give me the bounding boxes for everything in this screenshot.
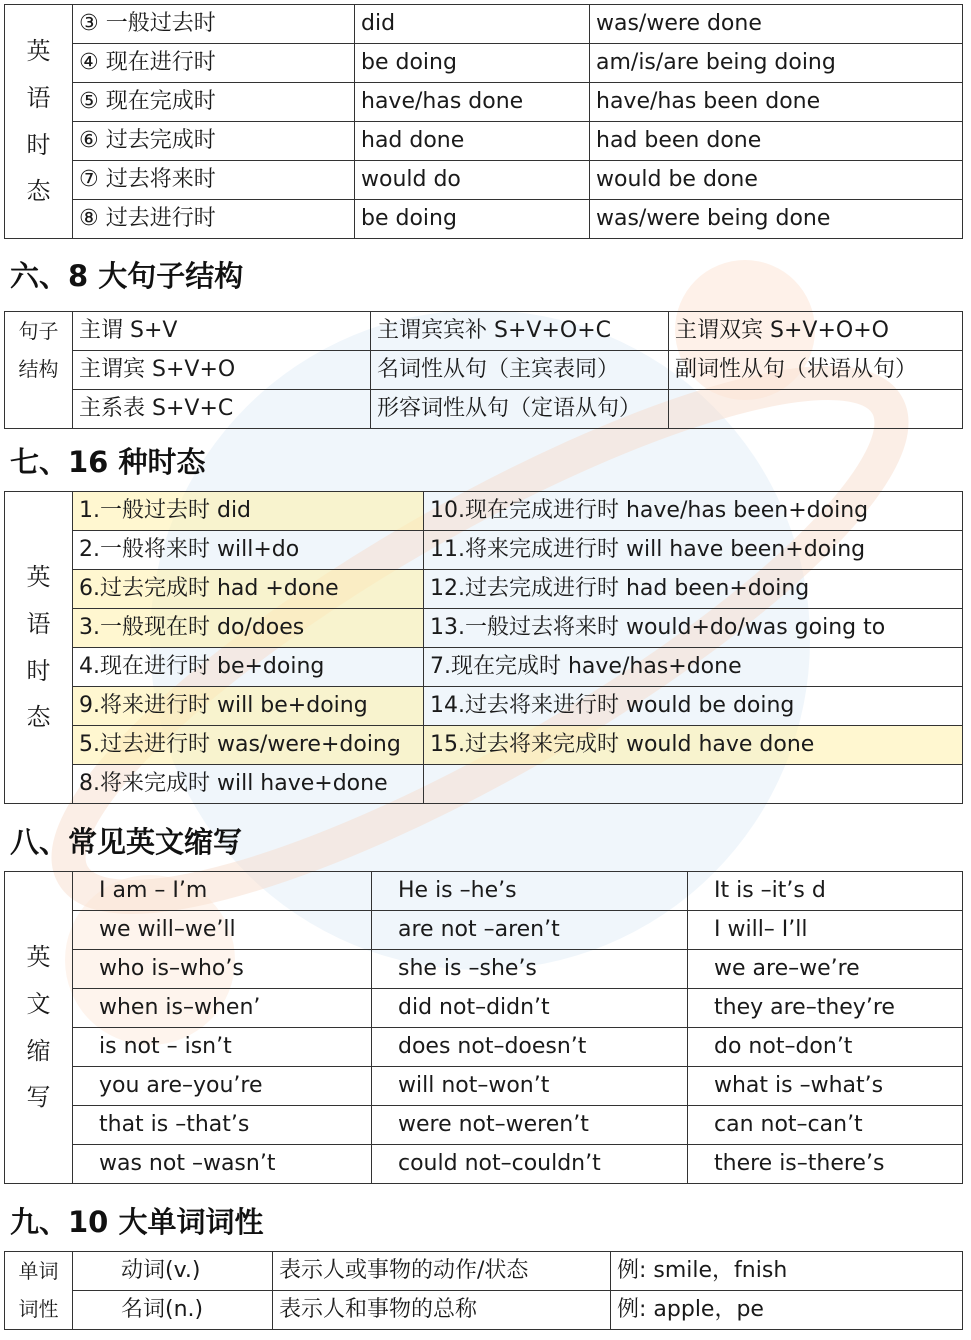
table-cell: ⑦ 过去将来时 bbox=[73, 161, 355, 200]
side-label-char: 词性 bbox=[18, 1297, 59, 1321]
table-cell: could not–couldn’t bbox=[372, 1145, 688, 1184]
table-cell: 8.将来完成时 will have+done bbox=[73, 765, 424, 804]
table-row bbox=[5, 351, 963, 390]
side-label-char: 英 bbox=[26, 562, 51, 591]
table-cell: 5.过去进行时 was/were+doing bbox=[73, 726, 424, 765]
table-row bbox=[5, 1252, 963, 1291]
table-cell: 主谓 S+V bbox=[73, 312, 371, 351]
table-cell: 表示人或事物的动作/状态 bbox=[273, 1252, 611, 1291]
table-cell: 10.现在完成进行时 have/has been+doing bbox=[424, 492, 963, 531]
table-cell: will not–won’t bbox=[372, 1067, 688, 1106]
table-row bbox=[5, 1145, 963, 1184]
side-label-char: 语 bbox=[26, 83, 51, 112]
table-cell: had been done bbox=[590, 122, 963, 161]
side-label-char: 英 bbox=[26, 942, 51, 971]
table-cell: they are–they’re bbox=[688, 989, 963, 1028]
side-label bbox=[5, 312, 73, 429]
table-row bbox=[5, 122, 963, 161]
table-cell: were not–weren’t bbox=[372, 1106, 688, 1145]
table-cell: when is–when’ bbox=[73, 989, 372, 1028]
table-cell: she is –she’s bbox=[372, 950, 688, 989]
side-label-char: 态 bbox=[26, 177, 51, 206]
table-cell: who is–who’s bbox=[73, 950, 372, 989]
table-row bbox=[5, 609, 963, 648]
table-row bbox=[5, 726, 963, 765]
table-cell: did not–didn’t bbox=[372, 989, 688, 1028]
table-row bbox=[5, 390, 963, 429]
table-cell: be doing bbox=[355, 44, 590, 83]
table-cell: 4.现在进行时 be+doing bbox=[73, 648, 424, 687]
table-row bbox=[5, 44, 963, 83]
table-row bbox=[5, 950, 963, 989]
table-cell bbox=[669, 390, 963, 429]
table-cell: It is –it’s d bbox=[688, 872, 963, 911]
side-label-char: 英 bbox=[26, 36, 51, 65]
table-cell: He is –he’s bbox=[372, 872, 688, 911]
table-row bbox=[5, 531, 963, 570]
side-label-char: 时 bbox=[26, 656, 51, 685]
side-label-char: 句子 bbox=[18, 319, 59, 343]
table-cell: are not –aren’t bbox=[372, 911, 688, 950]
section9-title: 九、10 大单词词性 bbox=[10, 1205, 264, 1239]
table-cell: there is–there’s bbox=[688, 1145, 963, 1184]
table-cell: 3.一般现在时 do/does bbox=[73, 609, 424, 648]
table-cell: what is –what’s bbox=[688, 1067, 963, 1106]
side-label bbox=[5, 492, 73, 804]
side-label bbox=[5, 1252, 73, 1330]
table-row bbox=[5, 570, 963, 609]
table-cell: we will–we’ll bbox=[73, 911, 372, 950]
table-cell: have/has done bbox=[355, 83, 590, 122]
table-cell: ③ 一般过去时 bbox=[73, 5, 355, 44]
table-cell: 名词(n.) bbox=[73, 1291, 273, 1330]
table-cell: be doing bbox=[355, 200, 590, 239]
table-cell: did bbox=[355, 5, 590, 44]
side-label-char: 单词 bbox=[18, 1259, 59, 1283]
table-cell: I will– I’ll bbox=[688, 911, 963, 950]
table-cell: 主谓双宾 S+V+O+O bbox=[669, 312, 963, 351]
table-cell: 名词性从句（主宾表同） bbox=[371, 351, 669, 390]
table-cell: had done bbox=[355, 122, 590, 161]
table-cell: ④ 现在进行时 bbox=[73, 44, 355, 83]
table-cell: would do bbox=[355, 161, 590, 200]
table-row bbox=[5, 648, 963, 687]
table-cell: that is –that’s bbox=[73, 1106, 372, 1145]
table-cell: 副词性从句（状语从句） bbox=[669, 351, 963, 390]
table-cell: 主谓宾 S+V+O bbox=[73, 351, 371, 390]
table-cell: you are–you’re bbox=[73, 1067, 372, 1106]
table-row bbox=[5, 1067, 963, 1106]
table-cell: ⑥ 过去完成时 bbox=[73, 122, 355, 161]
contractions-table bbox=[4, 871, 963, 1184]
table-cell: 1.一般过去时 did bbox=[73, 492, 424, 531]
table-row bbox=[5, 911, 963, 950]
table-cell: 2.一般将来时 will+do bbox=[73, 531, 424, 570]
side-label-char: 语 bbox=[26, 609, 51, 638]
table-cell: 6.过去完成时 had +done bbox=[73, 570, 424, 609]
table-row bbox=[5, 989, 963, 1028]
table-row bbox=[5, 492, 963, 531]
side-label bbox=[5, 5, 73, 239]
table-row bbox=[5, 200, 963, 239]
table-cell: 表示人和事物的总称 bbox=[273, 1291, 611, 1330]
table-cell: 例: apple，pe bbox=[611, 1291, 963, 1330]
sixteen-tenses-table bbox=[4, 491, 963, 804]
table-cell: 12.过去完成进行时 had been+doing bbox=[424, 570, 963, 609]
table-cell: do not–don’t bbox=[688, 1028, 963, 1067]
side-label bbox=[5, 872, 73, 1184]
table-cell: was/were being done bbox=[590, 200, 963, 239]
table-row bbox=[5, 312, 963, 351]
table-cell: ⑤ 现在完成时 bbox=[73, 83, 355, 122]
table-cell bbox=[424, 765, 963, 804]
side-label-char: 写 bbox=[26, 1083, 51, 1112]
side-label-char: 缩 bbox=[26, 1036, 51, 1065]
table-cell: is not – isn’t bbox=[73, 1028, 372, 1067]
section8-title: 八、常见英文缩写 bbox=[10, 825, 243, 859]
table-cell: 动词(v.) bbox=[73, 1252, 273, 1291]
table-row bbox=[5, 5, 963, 44]
table-row bbox=[5, 872, 963, 911]
table-cell: am/is/are being doing bbox=[590, 44, 963, 83]
table-cell: have/has been done bbox=[590, 83, 963, 122]
section6-title: 六、8 大句子结构 bbox=[10, 259, 244, 293]
section7-title: 七、16 种时态 bbox=[10, 445, 206, 479]
table-cell: 14.过去将来进行时 would be doing bbox=[424, 687, 963, 726]
table-cell: I am – I’m bbox=[73, 872, 372, 911]
side-label-char: 文 bbox=[26, 989, 51, 1018]
table-cell: can not–can’t bbox=[688, 1106, 963, 1145]
table-row bbox=[5, 161, 963, 200]
table-cell: we are–we’re bbox=[688, 950, 963, 989]
table-cell: 例: smile，fnish bbox=[611, 1252, 963, 1291]
parts-of-speech-table bbox=[4, 1251, 963, 1330]
table-cell: would be done bbox=[590, 161, 963, 200]
side-label-char: 结构 bbox=[18, 357, 59, 381]
table-row bbox=[5, 687, 963, 726]
table-cell: was not –wasn’t bbox=[73, 1145, 372, 1184]
table-cell: 形容词性从句（定语从句） bbox=[371, 390, 669, 429]
table-cell: 11.将来完成进行时 will have been+doing bbox=[424, 531, 963, 570]
table-row bbox=[5, 1028, 963, 1067]
table-cell: 15.过去将来完成时 would have done bbox=[424, 726, 963, 765]
table-cell: 主谓宾宾补 S+V+O+C bbox=[371, 312, 669, 351]
sentence-structure-table bbox=[4, 311, 963, 429]
tense-table-top bbox=[4, 4, 963, 239]
table-row bbox=[5, 1291, 963, 1330]
table-cell: 主系表 S+V+C bbox=[73, 390, 371, 429]
table-row bbox=[5, 1106, 963, 1145]
side-label-char: 态 bbox=[26, 703, 51, 732]
table-cell: ⑧ 过去进行时 bbox=[73, 200, 355, 239]
table-cell: does not–doesn’t bbox=[372, 1028, 688, 1067]
table-row bbox=[5, 83, 963, 122]
table-row bbox=[5, 765, 963, 804]
table-cell: 9.将来进行时 will be+doing bbox=[73, 687, 424, 726]
side-label-char: 时 bbox=[26, 130, 51, 159]
table-cell: was/were done bbox=[590, 5, 963, 44]
table-cell: 7.现在完成时 have/has+done bbox=[424, 648, 963, 687]
table-cell: 13.一般过去将来时 would+do/was going to bbox=[424, 609, 963, 648]
